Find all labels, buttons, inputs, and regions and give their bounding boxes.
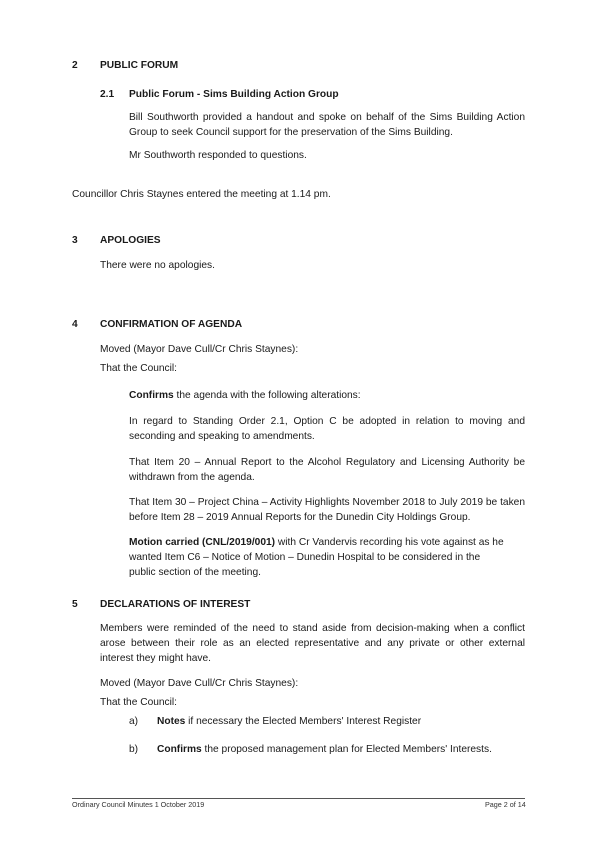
list-item-b-keyword: Confirms xyxy=(157,744,202,755)
section-5-number: 5 xyxy=(72,599,78,610)
attendance-note: Councillor Chris Staynes entered the meeting at 1.14 pm. xyxy=(72,189,331,200)
section-4-moved: Moved (Mayor Dave Cull/Cr Chris Staynes): xyxy=(100,344,299,355)
confirms-keyword: Confirms xyxy=(129,390,174,401)
section-3-number: 3 xyxy=(72,235,78,246)
alteration-2: That Item 20 – Annual Report to the Alcohol Regulatory and Licensing Authority be withdrawn from the agenda. xyxy=(129,457,525,483)
list-item-b-marker: b) xyxy=(129,744,139,755)
list-item-a xyxy=(157,714,525,729)
list-item-b-text: the proposed management plan for Elected Members' Interests. xyxy=(201,744,492,755)
motion-carried-rest: with Cr Vandervis recording his vote against as he wanted Item C6 – Notice of Motion – Dunedin Hospital to be considered in the public section of the meeting. xyxy=(129,537,504,578)
motion-carried xyxy=(129,535,509,580)
motion-carried-keyword: Motion carried (CNL/2019/001) xyxy=(129,537,276,548)
section-2-response: Mr Southworth responded to questions. xyxy=(129,150,307,161)
alteration-3: That Item 30 – Project China – Activity Highlights November 2018 to July 2019 be taken before Item 28 – 2019 Annual Reports for the Dunedin City Holdings Group. xyxy=(129,497,525,523)
section-5-that: That the Council: xyxy=(100,697,178,708)
confirms-line xyxy=(129,388,525,403)
section-5-paragraph: Members were reminded of the need to stand aside from decision-making when a conflict arose between their role as an elected representative and any private or other external interest they might have. xyxy=(100,623,525,664)
list-item-a-text: if necessary the Elected Members' Interest Register xyxy=(185,716,422,727)
confirms-rest: the agenda with the following alterations: xyxy=(173,390,361,401)
section-2-title: PUBLIC FORUM xyxy=(100,60,179,71)
section-5-moved: Moved (Mayor Dave Cull/Cr Chris Staynes): xyxy=(100,678,299,689)
footer-document-title: Ordinary Council Minutes 1 October 2019 xyxy=(72,800,205,809)
list-item-a-marker: a) xyxy=(129,716,139,727)
list-item-a-keyword: Notes xyxy=(157,716,186,727)
section-3-title: APOLOGIES xyxy=(100,235,161,246)
section-4-number: 4 xyxy=(72,319,78,330)
section-2-paragraph: Bill Southworth provided a handout and spoke on behalf of the Sims Building Action Group to seek Council support for the preservation of the Sims Building. xyxy=(129,112,525,138)
section-2-number: 2 xyxy=(72,60,78,71)
section-4-that: That the Council: xyxy=(100,363,178,374)
footer-divider xyxy=(72,798,525,799)
section-5-title: DECLARATIONS OF INTEREST xyxy=(100,599,251,610)
section-4-title: CONFIRMATION OF AGENDA xyxy=(100,319,243,330)
subsection-2-1-title: Public Forum - Sims Building Action Group xyxy=(129,89,339,100)
list-item-b xyxy=(157,742,525,757)
footer-page-number: Page 2 of 14 xyxy=(485,800,526,809)
apologies-text: There were no apologies. xyxy=(100,260,215,271)
subsection-2-1-number: 2.1 xyxy=(100,89,115,100)
alteration-1: In regard to Standing Order 2.1, Option C be adopted in relation to moving and seconding and speaking to amendments. xyxy=(129,416,525,442)
